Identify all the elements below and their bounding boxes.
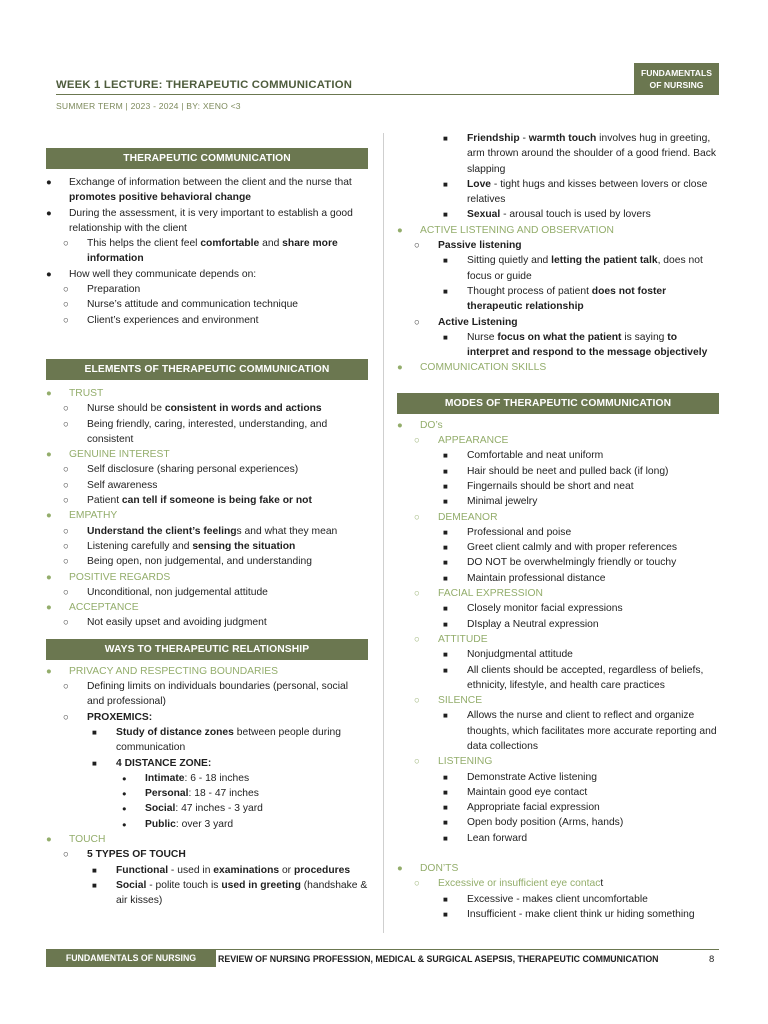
circle-bullet-icon: ○ bbox=[414, 695, 420, 707]
bullet-icon: ● bbox=[122, 804, 127, 814]
item-text: Insufficient - make client think ur hiding something bbox=[467, 908, 695, 920]
item-text: : 18 - 47 inches bbox=[188, 788, 259, 800]
item-text: Maintain professional distance bbox=[467, 572, 606, 584]
section-heading-modes: MODES OF THERAPEUTIC COMMUNICATION bbox=[397, 393, 719, 414]
bullet-icon: ● bbox=[46, 510, 52, 522]
item-text: Defining limits on individuals boundaries (personal, social and professional) bbox=[87, 681, 348, 708]
square-bullet-icon: ■ bbox=[92, 758, 97, 768]
list-item bbox=[46, 801, 368, 816]
item-text-bold: sensing the situation bbox=[192, 540, 296, 552]
item-text-bold: does not foster therapeutic relationship bbox=[467, 285, 667, 313]
item-heading: ACCEPTANCE bbox=[69, 602, 139, 614]
bullet-icon: ● bbox=[397, 863, 403, 875]
bullet-icon: ● bbox=[46, 833, 52, 845]
item-heading: SILENCE bbox=[438, 695, 483, 707]
list-item bbox=[46, 570, 368, 585]
list-item bbox=[46, 508, 368, 523]
list-item bbox=[46, 847, 368, 862]
list-item bbox=[397, 815, 719, 830]
item-text: Nonjudgmental attitude bbox=[467, 649, 573, 661]
list-item bbox=[46, 282, 368, 297]
square-bullet-icon: ■ bbox=[443, 481, 448, 491]
item-text: - used in bbox=[168, 864, 214, 876]
item-text: Client’s experiences and environment bbox=[87, 314, 259, 326]
circle-bullet-icon: ○ bbox=[414, 756, 420, 768]
circle-bullet-icon: ○ bbox=[63, 314, 69, 326]
item-text: involves hug in greeting, arm thrown around the shoulder of a good friend. Back slapping bbox=[467, 133, 716, 175]
list-item bbox=[397, 555, 719, 570]
list-item bbox=[397, 494, 719, 509]
list-item bbox=[46, 771, 368, 786]
item-text: Fingernails should be short and neat bbox=[467, 480, 634, 492]
item-text-bold: Passive listening bbox=[438, 240, 522, 252]
list-item bbox=[397, 861, 719, 876]
square-bullet-icon: ■ bbox=[92, 727, 97, 737]
circle-bullet-icon: ○ bbox=[63, 299, 69, 311]
item-text-bold: letting the patient talk bbox=[551, 255, 658, 267]
bullet-icon: ● bbox=[46, 449, 52, 461]
circle-bullet-icon: ○ bbox=[63, 849, 69, 861]
item-heading-tail: t bbox=[600, 878, 604, 890]
list-item bbox=[46, 462, 368, 477]
item-text-bold: focus on what the patient bbox=[497, 331, 622, 343]
list-item bbox=[46, 756, 368, 771]
item-heading: ATTITUDE bbox=[438, 633, 488, 645]
circle-bullet-icon: ○ bbox=[414, 633, 420, 645]
item-text-bold: 4 DISTANCE ZONE: bbox=[116, 757, 212, 769]
list-item bbox=[46, 554, 368, 569]
list-item bbox=[397, 876, 719, 891]
bullet-icon: ● bbox=[122, 773, 127, 783]
circle-bullet-icon: ○ bbox=[414, 511, 420, 523]
page-number: 8 bbox=[709, 954, 715, 965]
square-bullet-icon: ■ bbox=[443, 497, 448, 507]
list-item bbox=[397, 177, 719, 208]
item-text: Preparation bbox=[87, 284, 141, 296]
square-bullet-icon: ■ bbox=[443, 803, 448, 813]
square-bullet-icon: ■ bbox=[443, 466, 448, 476]
square-bullet-icon: ■ bbox=[443, 772, 448, 782]
item-heading: LISTENING bbox=[438, 756, 493, 768]
item-text-bold: can tell if someone is being fake or not bbox=[121, 495, 312, 507]
square-bullet-icon: ■ bbox=[443, 650, 448, 660]
list-item bbox=[397, 418, 719, 433]
item-text: - tight hugs and kisses between lovers or close relatives bbox=[467, 178, 708, 206]
circle-bullet-icon: ○ bbox=[63, 495, 69, 507]
item-heading: POSITIVE REGARDS bbox=[69, 571, 171, 583]
square-bullet-icon: ■ bbox=[443, 451, 448, 461]
left-column bbox=[46, 148, 368, 908]
circle-bullet-icon: ○ bbox=[63, 525, 69, 537]
circle-bullet-icon: ○ bbox=[63, 681, 69, 693]
item-text: Maintain good eye contact bbox=[467, 786, 588, 798]
list-item bbox=[397, 800, 719, 815]
page-subtitle: SUMMER TERM | 2023 - 2024 | BY: XENO <3 bbox=[56, 101, 241, 111]
item-text-bold: Understand the client’s feeling bbox=[87, 525, 237, 537]
list-item bbox=[46, 863, 368, 878]
item-text-bold: Active Listening bbox=[438, 316, 518, 328]
item-heading: ACTIVE LISTENING AND OBSERVATION bbox=[420, 224, 614, 236]
list-item bbox=[46, 679, 368, 710]
list-item bbox=[46, 206, 368, 237]
circle-bullet-icon: ○ bbox=[414, 240, 420, 252]
list-item bbox=[397, 754, 719, 769]
bullet-icon: ● bbox=[46, 387, 52, 399]
list-item bbox=[397, 647, 719, 662]
square-bullet-icon: ■ bbox=[443, 909, 448, 919]
bullet-icon: ● bbox=[46, 268, 52, 280]
item-text-bold: Study of distance zones bbox=[116, 726, 234, 738]
item-text: Unconditional, non judgemental attitude bbox=[87, 586, 268, 598]
item-text: Self awareness bbox=[87, 479, 158, 491]
touch-continued-list bbox=[397, 131, 719, 376]
item-text: Nurse bbox=[467, 331, 498, 343]
circle-bullet-icon: ○ bbox=[63, 464, 69, 476]
item-text: Allows the nurse and client to reflect and organize thoughts, which facilitates more accurate reporting and data collections bbox=[467, 710, 717, 752]
bullet-icon: ● bbox=[122, 819, 127, 829]
list-item bbox=[397, 632, 719, 647]
item-text: Exchange of information between the client and the nurse that bbox=[69, 177, 352, 188]
list-item bbox=[397, 315, 719, 330]
square-bullet-icon: ■ bbox=[92, 865, 97, 875]
bullet-icon: ● bbox=[397, 224, 403, 236]
list-item bbox=[397, 708, 719, 754]
item-text: and bbox=[259, 238, 283, 250]
course-badge-line1: FUNDAMENTALS bbox=[641, 68, 712, 78]
item-text-bold: Functional bbox=[116, 864, 169, 876]
list-item bbox=[46, 313, 368, 328]
bullet-icon: ● bbox=[46, 177, 52, 188]
list-item bbox=[397, 238, 719, 253]
item-text-bold: promotes positive behavioral change bbox=[69, 192, 251, 204]
item-text: : 47 inches - 3 yard bbox=[175, 803, 263, 815]
item-heading: Excessive or insufficient eye contac bbox=[438, 878, 601, 890]
square-bullet-icon: ■ bbox=[443, 134, 448, 143]
list-item bbox=[46, 539, 368, 554]
course-badge-line2: OF NURSING bbox=[649, 80, 704, 90]
item-text: - arousal touch is used by lovers bbox=[500, 209, 651, 221]
item-text: This helps the client feel bbox=[87, 238, 201, 250]
item-text-bold: PROXEMICS: bbox=[87, 711, 153, 723]
elements-list bbox=[46, 386, 368, 631]
section-heading-elements: ELEMENTS OF THERAPEUTIC COMMUNICATION bbox=[46, 359, 368, 380]
item-text-bold: 5 TYPES OF TOUCH bbox=[87, 849, 186, 861]
circle-bullet-icon: ○ bbox=[63, 556, 69, 568]
ways-list bbox=[46, 664, 368, 909]
list-item bbox=[46, 417, 368, 448]
list-item bbox=[397, 207, 719, 222]
item-text-bold: warmth touch bbox=[528, 133, 597, 144]
item-heading: EMPATHY bbox=[69, 510, 118, 522]
square-bullet-icon: ■ bbox=[443, 256, 448, 266]
square-bullet-icon: ■ bbox=[443, 558, 448, 568]
list-item bbox=[397, 464, 719, 479]
list-item bbox=[397, 770, 719, 785]
list-item bbox=[46, 236, 368, 267]
circle-bullet-icon: ○ bbox=[63, 403, 69, 415]
list-item bbox=[397, 663, 719, 694]
item-text-bold: examinations bbox=[213, 864, 280, 876]
circle-bullet-icon: ○ bbox=[414, 878, 420, 890]
item-text: Nurse’s attitude and communication technique bbox=[87, 299, 299, 311]
square-bullet-icon: ■ bbox=[443, 527, 448, 537]
item-text-bold: comfortable bbox=[200, 238, 260, 250]
bullet-icon: ● bbox=[397, 362, 403, 374]
item-text-bold: Sexual bbox=[467, 209, 501, 221]
square-bullet-icon: ■ bbox=[443, 894, 448, 904]
item-heading: DEMEANOR bbox=[438, 511, 498, 523]
list-item bbox=[46, 725, 368, 756]
item-heading: TOUCH bbox=[69, 833, 106, 845]
list-item bbox=[46, 832, 368, 847]
item-text-bold: share more information bbox=[87, 238, 338, 265]
circle-bullet-icon: ○ bbox=[63, 479, 69, 491]
list-item bbox=[46, 447, 368, 462]
list-item bbox=[397, 131, 719, 177]
item-text: Professional and poise bbox=[467, 526, 572, 538]
section-heading-ways: WAYS TO THERAPEUTIC RELATIONSHIP bbox=[46, 639, 368, 660]
list-item bbox=[397, 448, 719, 463]
list-item bbox=[46, 267, 368, 282]
item-text: Hair should be neet and pulled back (if long) bbox=[467, 465, 669, 477]
list-item bbox=[397, 330, 719, 361]
square-bullet-icon: ■ bbox=[443, 604, 448, 614]
list-item bbox=[397, 907, 719, 922]
list-item bbox=[46, 585, 368, 600]
item-text: Nurse should be bbox=[87, 403, 165, 415]
list-item bbox=[46, 817, 368, 832]
item-text: Sitting quietly and bbox=[467, 255, 552, 267]
list-item bbox=[46, 524, 368, 539]
item-text: (handshake & air kisses) bbox=[116, 879, 368, 907]
list-item bbox=[46, 401, 368, 416]
item-heading: TRUST bbox=[69, 387, 104, 399]
circle-bullet-icon: ○ bbox=[63, 617, 69, 629]
item-text: s and what they mean bbox=[236, 525, 338, 537]
bullet-icon: ● bbox=[397, 419, 403, 431]
list-item bbox=[46, 175, 368, 206]
list-item bbox=[397, 601, 719, 616]
list-item bbox=[46, 710, 368, 725]
item-text: DIsplay a Neutral expression bbox=[467, 618, 599, 630]
list-item bbox=[397, 693, 719, 708]
square-bullet-icon: ■ bbox=[443, 179, 448, 189]
bullet-icon: ● bbox=[46, 571, 52, 583]
course-badge bbox=[634, 63, 719, 95]
circle-bullet-icon: ○ bbox=[414, 316, 420, 328]
header-divider bbox=[56, 94, 640, 95]
item-text: Not easily upset and avoiding judgment bbox=[87, 617, 267, 629]
item-text: : over 3 yard bbox=[175, 818, 234, 830]
item-heading: GENUINE INTEREST bbox=[69, 449, 170, 461]
list-item bbox=[397, 223, 719, 238]
item-text: , does not focus or guide bbox=[467, 255, 703, 282]
item-text-bold: procedures bbox=[293, 864, 351, 876]
square-bullet-icon: ■ bbox=[443, 619, 448, 629]
item-text: All clients should be accepted, regardless of beliefs, ethnicity, lifestyle, and health care practices bbox=[467, 664, 704, 691]
item-text: Excessive - makes client uncomfortable bbox=[467, 893, 648, 905]
item-text: - bbox=[519, 133, 529, 144]
bullet-icon: ● bbox=[46, 602, 52, 614]
list-item bbox=[397, 510, 719, 525]
list-item bbox=[397, 253, 719, 284]
circle-bullet-icon: ○ bbox=[63, 586, 69, 598]
circle-bullet-icon: ○ bbox=[414, 435, 420, 447]
list-item bbox=[46, 878, 368, 909]
square-bullet-icon: ■ bbox=[443, 332, 448, 342]
square-bullet-icon: ■ bbox=[443, 787, 448, 797]
list-item bbox=[46, 664, 368, 679]
item-text: Greet client calmly and with proper references bbox=[467, 542, 678, 554]
footer-divider bbox=[216, 949, 719, 950]
item-text: During the assessment, it is very important to establish a good relationship with the client bbox=[69, 207, 353, 234]
item-text: Lean forward bbox=[467, 832, 528, 844]
list-item bbox=[397, 525, 719, 540]
item-text: Comfortable and neat uniform bbox=[467, 450, 604, 462]
right-column bbox=[397, 131, 719, 922]
square-bullet-icon: ■ bbox=[443, 818, 448, 828]
item-text: Open body position (Arms, hands) bbox=[467, 817, 624, 829]
square-bullet-icon: ■ bbox=[443, 210, 448, 220]
modes-list bbox=[397, 418, 719, 923]
circle-bullet-icon: ○ bbox=[63, 711, 69, 723]
item-text-bold: used in greeting bbox=[221, 879, 301, 891]
item-text-bold: to interpret and respond to the message objectively bbox=[467, 331, 708, 359]
item-text: Listening carefully and bbox=[87, 540, 193, 552]
list-item bbox=[46, 297, 368, 312]
list-item bbox=[397, 785, 719, 800]
item-text: or bbox=[279, 864, 294, 876]
bullet-icon: ● bbox=[46, 665, 52, 677]
list-item bbox=[46, 786, 368, 801]
list-item bbox=[397, 892, 719, 907]
item-text: is saying bbox=[621, 331, 668, 343]
item-text: DO NOT be overwhelmingly friendly or touchy bbox=[467, 557, 677, 569]
item-heading: APPEARANCE bbox=[438, 435, 509, 447]
item-text-bold: Social bbox=[116, 879, 147, 891]
square-bullet-icon: ■ bbox=[443, 286, 448, 296]
item-text-bold: Personal bbox=[145, 788, 189, 800]
square-bullet-icon: ■ bbox=[443, 833, 448, 843]
section-heading-therapeutic-communication: THERAPEUTIC COMMUNICATION bbox=[46, 148, 368, 169]
circle-bullet-icon: ○ bbox=[63, 418, 69, 430]
item-text-bold: Love bbox=[467, 178, 492, 190]
list-item bbox=[397, 540, 719, 555]
column-divider bbox=[383, 133, 384, 933]
item-text: Thought process of patient bbox=[467, 285, 592, 297]
item-heading: DO’s bbox=[420, 419, 443, 431]
circle-bullet-icon: ○ bbox=[63, 284, 69, 296]
list-item bbox=[46, 493, 368, 508]
item-text-bold: Intimate bbox=[145, 772, 185, 784]
list-item bbox=[46, 386, 368, 401]
list-item bbox=[397, 284, 719, 315]
item-heading: FACIAL EXPRESSION bbox=[438, 588, 543, 600]
list-item bbox=[397, 831, 719, 846]
square-bullet-icon: ■ bbox=[443, 573, 448, 583]
item-text: - polite touch is bbox=[146, 879, 222, 891]
item-text-bold: Social bbox=[145, 803, 176, 815]
list-item bbox=[46, 478, 368, 493]
square-bullet-icon: ■ bbox=[443, 543, 448, 553]
item-heading: DON’TS bbox=[420, 863, 459, 875]
bullet-icon: ● bbox=[46, 207, 52, 219]
item-text-bold: consistent in words and actions bbox=[164, 403, 322, 415]
list-item bbox=[46, 615, 368, 630]
circle-bullet-icon: ○ bbox=[63, 238, 69, 250]
item-heading: PRIVACY AND RESPECTING BOUNDARIES bbox=[69, 665, 279, 677]
item-text-bold: Public bbox=[145, 818, 176, 830]
item-text: Closely monitor facial expressions bbox=[467, 603, 623, 615]
item-text: Minimal jewelry bbox=[467, 496, 538, 508]
footer-topics: REVIEW OF NURSING PROFESSION, MEDICAL & SURGICAL ASEPSIS, THERAPEUTIC COMMUNICATION bbox=[218, 954, 659, 964]
item-heading: COMMUNICATION SKILLS bbox=[420, 362, 547, 374]
list-item bbox=[397, 617, 719, 632]
square-bullet-icon: ■ bbox=[92, 880, 97, 890]
item-text: Self disclosure (sharing personal experiences) bbox=[87, 464, 299, 476]
list-item bbox=[397, 571, 719, 586]
square-bullet-icon: ■ bbox=[443, 711, 448, 721]
item-text: Being open, non judgemental, and understanding bbox=[87, 556, 312, 568]
square-bullet-icon: ■ bbox=[443, 665, 448, 675]
list-item bbox=[397, 479, 719, 494]
list-item bbox=[397, 360, 719, 375]
page-title: WEEK 1 LECTURE: THERAPEUTIC COMMUNICATION bbox=[56, 79, 353, 91]
circle-bullet-icon: ○ bbox=[63, 540, 69, 552]
bullet-icon: ● bbox=[122, 789, 127, 799]
item-text: Being friendly, caring, interested, understanding, and consistent bbox=[87, 418, 328, 445]
list-item bbox=[397, 433, 719, 448]
circle-bullet-icon: ○ bbox=[414, 588, 420, 600]
item-text: Patient bbox=[87, 495, 122, 507]
item-text: between people during communication bbox=[116, 726, 341, 754]
list-item bbox=[397, 586, 719, 601]
item-text-bold: Friendship bbox=[467, 133, 520, 144]
item-text: How well they communicate depends on: bbox=[69, 268, 257, 280]
item-text: Demonstrate Active listening bbox=[467, 771, 597, 783]
list-item bbox=[46, 600, 368, 615]
item-text: : 6 - 18 inches bbox=[184, 772, 250, 784]
therapeutic-communication-list bbox=[46, 175, 368, 328]
footer-course-label: FUNDAMENTALS OF NURSING bbox=[46, 949, 216, 967]
item-text: Appropriate facial expression bbox=[467, 802, 600, 814]
